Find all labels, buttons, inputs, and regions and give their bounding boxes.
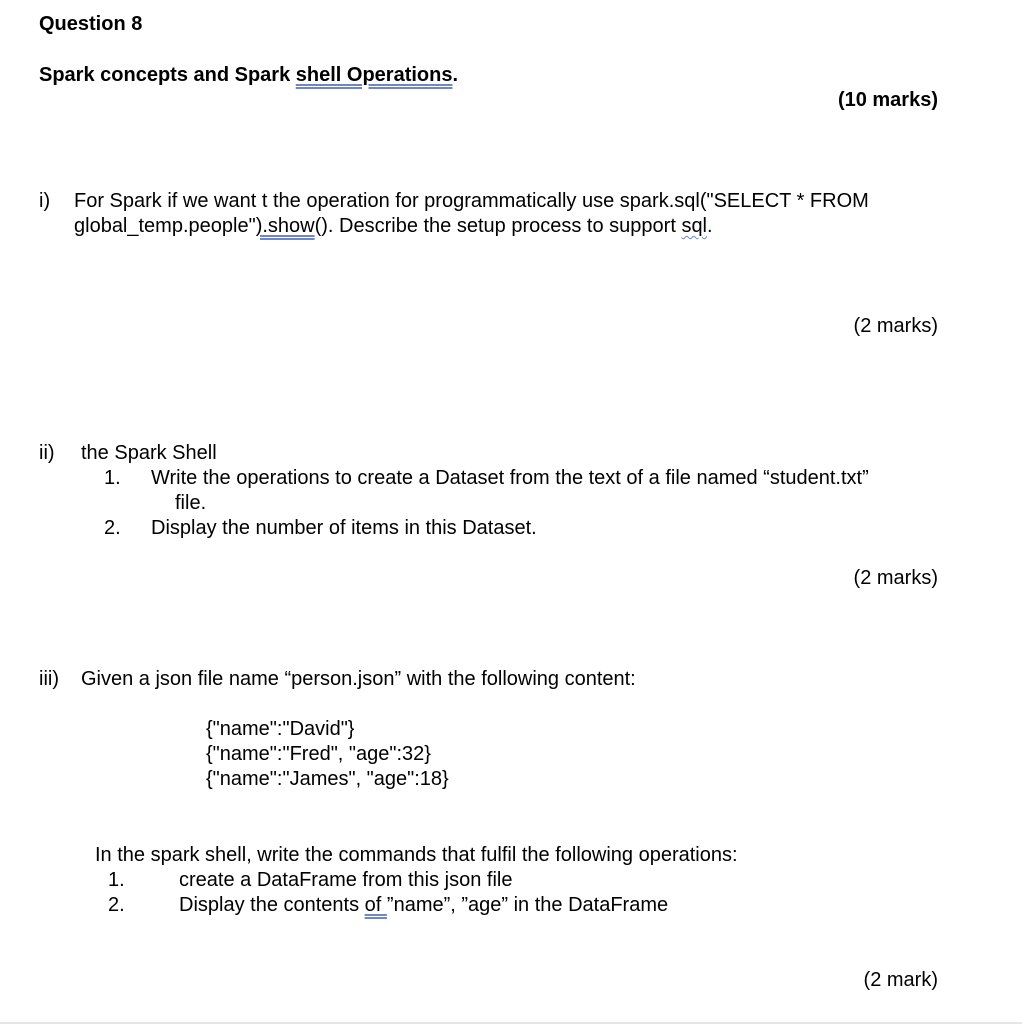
part3-instruction: In the spark shell, write the commands that fulfil the following operations: [95,844,738,866]
total-marks: (10 marks) [837,89,938,111]
part1-line2-b: (). Describe the setup process to support [314,215,682,237]
part3-item2-underlined: of [364,894,387,916]
json-line-2: {"name":"Fred", "age":32} [206,743,431,765]
part1-marks: (2 marks) [853,315,938,337]
json-line-3: {"name":"James", "age":18} [206,768,449,790]
heading-prefix: Spark concepts and Spark [39,64,296,86]
heading-underlined: shell Operations [295,64,453,86]
part2-item1-cont: file. [175,492,207,514]
part1-line1: For Spark if we want t the operation for programmatically use spark.sql("SELECT * FROM [74,190,869,212]
part3-item1-num: 1. [108,869,125,891]
part3-item2-b: ”name”, ”age” in the DataFrame [386,894,669,916]
part3-item1-text: create a DataFrame from this json file [179,869,513,891]
part3-intro: Given a json file name “person.json” with the following content: [81,668,636,690]
question-heading [39,63,458,87]
part2-item1-text: Write the operations to create a Dataset from the text of a file named “student.txt” [151,467,869,489]
part3-item2-text [179,893,668,917]
part3-marks: (2 mark) [863,969,938,991]
part2-item1-num: 1. [104,467,121,489]
part3-item2-a: Display the contents [179,894,365,916]
question-title: Question 8 [39,13,143,35]
heading-suffix: . [452,64,459,86]
part2-marks: (2 marks) [853,567,938,589]
part2-label: ii) [39,442,55,464]
part3-item2-num: 2. [108,894,125,916]
part2-item2-text: Display the number of items in this Dataset. [151,517,537,539]
part1-line2-sql: sql [681,215,708,237]
part1-label: i) [39,190,51,212]
part2-intro: the Spark Shell [81,442,217,464]
part1-line2-a: global_temp.people" [74,215,256,237]
json-line-1: {"name":"David"} [206,718,355,740]
part1-line2 [74,214,713,238]
part3-label: iii) [39,668,59,690]
part1-line2-c: . [707,215,713,237]
part2-item2-num: 2. [104,517,121,539]
part1-line2-underlined: ).show [255,215,315,237]
